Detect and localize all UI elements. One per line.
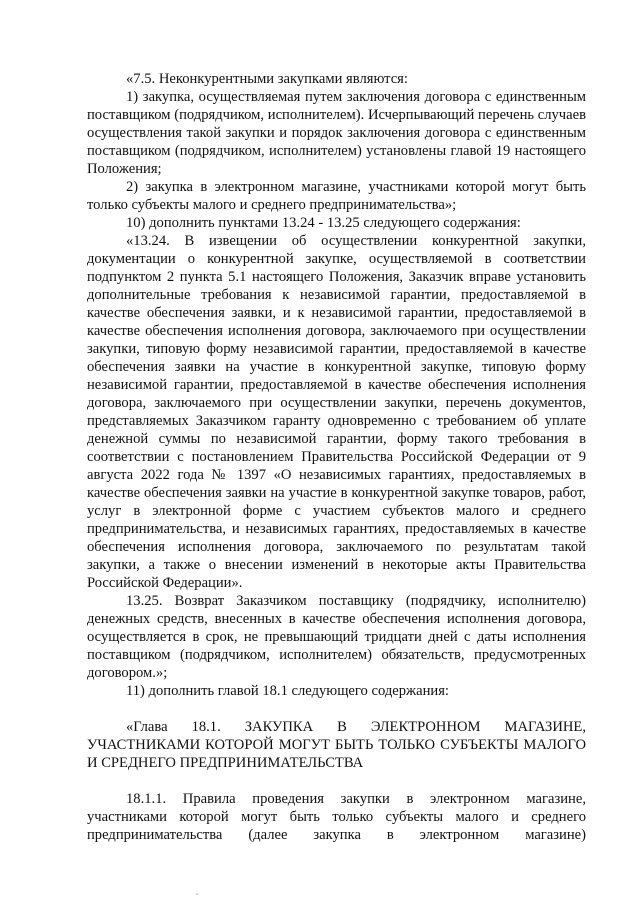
paragraph-amendment-11: 11) дополнить главой 18.1 следующего содержания:	[126, 683, 449, 699]
paragraph-18-1-1: 18.1.1. Правила проведения закупки в электронном магазине, участниками которой могут быть только субъекты малого и среднего предпринимательства (далее закупка в электронном магазине)	[87, 791, 586, 843]
spacer	[87, 700, 586, 718]
document-page	[87, 70, 586, 844]
paragraph-amendment-10: 10) дополнить пунктами 13.24 - 13.25 следующего содержания:	[126, 215, 521, 231]
paragraph-7-5: «7.5. Неконкурентными закупками являются:	[126, 71, 408, 87]
scan-speck	[196, 893, 198, 895]
chapter-heading: «Глава 18.1. ЗАКУПКА В ЭЛЕКТРОННОМ МАГАЗИНЕ, УЧАСТНИКАМИ КОТОРОЙ МОГУТ БЫТЬ ТОЛЬКО СУБЪЕКТЫ МАЛОГО И СРЕДНЕГО ПРЕДПРИНИМАТЕЛЬСТВА	[87, 719, 586, 771]
paragraph-13-25: 13.25. Возврат Заказчиком поставщику (подрядчику, исполнителю) денежных средств, внесенных в качестве обеспечения исполнения договора, осуществляется в срок, не превышающий тридцати дней с даты исполнения поставщиком (подрядчиком, исполнителем) обязательств, предусмотренных договором.»;	[87, 593, 586, 681]
paragraph-13-24: «13.24. В извещении об осуществлении конкурентной закупки, документации о конкурентной закупке, осуществляемой в соответствии подпунктом 2 пункта 5.1 настоящего Положения, Заказчик вправе установить дополнительные требования к независимой гарантии, предоставляемой в качестве обеспечения заявки, и к независимой гарантии, предоставляемой в качестве обеспечения исполнения договора, заключаемого при осуществлении закупки, типовую форму независимой гарантии, предоставляемой в качестве обеспечения заявки на участие в конкурентной закупке, типовую форму независимой гарантии, предоставляемой в качестве обеспечения исполнения договора, заключаемого при осуществлении закупки, перечень документов, представляемых Заказчиком гаранту одновременно с требованием об уплате денежной суммы по независимой гарантии, форму такого требования в соответствии с постановлением Правительства Российской Федерации от 9 августа 2022 года № 1397 «О независимых гарантиях, предоставляемых в качестве обеспечения заявки на участие в конкурентной закупке товаров, работ, услуг в электронной форме с участием субъектов малого и среднего предпринимательства, и независимых гарантиях, предоставляемых в качестве обеспечения исполнения договора, заключаемого по результатам такой закупки, а также о внесении изменений в некоторые акты Правительства Российской Федерации».	[87, 233, 586, 591]
paragraph-item-1: 1) закупка, осуществляемая путем заключения договора с единственным поставщиком (подрядчиком, исполнителем). Исчерпывающий перечень случаев осуществления такой закупки и порядок заключения договора с единственным поставщиком (подрядчиком, исполнителем) установлены главой 19 настоящего Положения;	[87, 89, 586, 177]
paragraph-item-2: 2) закупка в электронном магазине, участниками которой могут быть только субъекты малого и среднего предпринимательства»;	[87, 179, 586, 213]
spacer	[87, 772, 586, 790]
